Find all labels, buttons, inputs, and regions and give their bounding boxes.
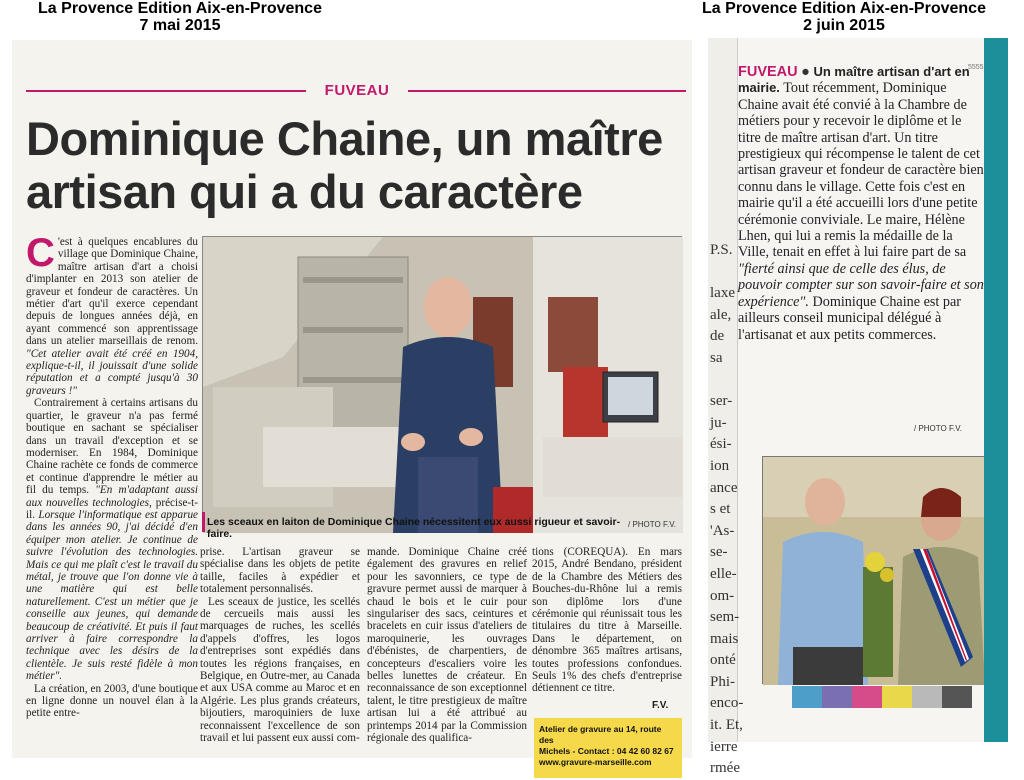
ceremony-photo-illustration [763, 457, 985, 685]
article-column-4 [532, 546, 682, 695]
workshop-photo [202, 236, 682, 532]
brief-article-body [738, 64, 984, 343]
workshop-photo-illustration [203, 237, 683, 533]
kicker-rule-right [408, 90, 686, 92]
info-address: Atelier de gravure au 14, route des [539, 724, 662, 745]
brief-lead: Un maître artisan d'art en mairie. [738, 64, 970, 96]
brief-photo-credit: / PHOTO F.V. [914, 424, 963, 433]
brief-text: Tout récemment, Dominique Chaine avait été convié à la Chambre de métiers pour y recevoir le diplôme et le titre de maître artisan d'art. Un titre prestigieux qui récompense le talent de cet artisan graveur et fondeur de caractère bien connu dans le village. Cette fois c'est en mairie qu'il a été accueilli lors d'une petite cérémonie conviviale. Le maire, Hélène Lhen, qui lui a remis la médaille de la Ville, tenait en effet à lui faire part de sa [738, 80, 984, 261]
article-headline: Dominique Chaine, un maître artisan qui a du caractère [26, 112, 663, 218]
column-2-paragraph-2: Les sceaux de justice, les scellés de cercueils mais aussi les marquages de ruches, les scellés d'appels d'offres, les logos d'entreprises sont expédiés dans toutes les régions françaises, en Belgique, en Outre-mer, au Canada et aux USA comme au Maroc et en Algérie. Les plus grands créateurs, bijoutiers, maroquiniers de luxe reconnaissent l'excellence de son travail et lui passent eux aussi com- [200, 595, 360, 745]
left-clipping-header [0, 0, 360, 34]
right-clipping [708, 38, 1008, 777]
info-contact: Michels - Contact : 04 42 60 82 67 [539, 746, 674, 756]
kicker-rule-left [26, 90, 306, 92]
caption-accent-bar [202, 512, 205, 532]
paragraph-2: Contrairement à certains artisans du quartier, le graveur n'a pas fermé boutique en sachant se spécialiser dans un travail d'exception et se moderniser. En 1984, Dominique Chaine rachète ce fonds de commerce et continue d'apprendre le métier au fil du temps. [26, 397, 198, 497]
column-2-paragraph-1: prise. L'artisan graveur se spécialise dans les objets de petite taille, faciles à expédier et totalement personnalisés. [200, 546, 360, 596]
left-clipping [12, 40, 692, 767]
quote-2a: "En m'adaptant aussi aux nouvelles technologies, [26, 484, 198, 509]
paragraph-1: 'est à quelques encablures du village que Dominique Chaine, maître artisan d'art a choisi d'implanter en 2013 son atelier de graveur et fondeur de caractères. Un métier d'art qu'il exerce cependant depuis de longues années déjà, en ayant commencé son apprentissage dans un atelier marseillais de renom. [26, 236, 198, 348]
page-edge-strip [984, 38, 1008, 742]
info-website: www.gravure-marseille.com [539, 757, 652, 767]
adjacent-article-text: P.S. laxe ale, de sa ser- ju- ési- ion ance s et 'As- se- elle- om- sem- mais onté Phi- enco- it. Et, ierre rmée [710, 242, 744, 777]
print-color-bar [792, 686, 972, 708]
article-column-1 [26, 231, 198, 720]
drop-cap: C [26, 231, 55, 275]
right-publication-date: 2 juin 2015 [803, 17, 885, 34]
photo-caption: Les sceaux en laiton de Dominique Chaine nécessitent eux aussi rigueur et savoir-faire. [207, 516, 621, 540]
article-column-3 [367, 546, 527, 745]
quote-1: "Cet atelier avait été créé en 1904, explique-t-il, il jouissait d'une solide réputation et a compté jusqu'à 30 graveurs !" [26, 347, 198, 397]
article-column-2 [200, 546, 360, 745]
brief-text-end: Dominique Chaine est par ailleurs conseil municipal délégué à l'artisanat et aux petits commerces. [738, 293, 962, 343]
contact-info-box [534, 718, 682, 778]
left-publication-date: 7 mai 2015 [139, 17, 221, 34]
quote-2b: Lorsque l'informatique est apparue dans les années 90, j'ai décidé d'en équiper mon atelier. Je continue de suivre l'évolution des technologies. Mais ce qui me plaît c'est le travail du métal, je trouve que l'on donne vie à une matière qui est belle naturellement. C'est un métier que je conseille aux jeunes, qui demande beaucoup de créativité. Et puis il faut arriver à faire correspondre la technique avec les désirs de la clientèle. Je suis resté fidèle à mon métier". [26, 508, 198, 683]
brief-kicker: FUVEAU [738, 64, 798, 80]
right-publication-title: La Provence Edition Aix-en-Provence [702, 0, 986, 17]
brief-quote: "fierté ainsi que de celle des élus, de pouvoir compter sur son savoir-faire et son expérience". [738, 260, 984, 310]
left-publication-title: La Provence Edition Aix-en-Provence [38, 0, 322, 17]
column-4-paragraph: tions (COREQUA). En mars 2015, André Bendano, président de la Chambre des Métiers des Bouches-du-Rhône lui a remis son diplôme lors d'une cérémonie qui réunissait tous les titulaires du titre à Marseille. Dans le département, on dénombre 365 maîtres artisans, toutes professions confondues. Seuls 1% des chefs d'entreprise détiennent ce titre. [532, 546, 682, 695]
paragraph-3: La création, en 2003, d'une boutique en ligne donne un nouvel élan à la petite entre- [26, 682, 198, 720]
ceremony-photo [762, 456, 984, 684]
photo-credit: / PHOTO F.V. [628, 520, 677, 529]
column-3-paragraph: mande. Dominique Chaine créé également des gravures en relief pour les savonniers, ce type de gravure permet aussi de marquer à chaud le bois et le cuir pour singulariser des sacs, ceintures et bracelets en cuir issus d'ateliers de maroquinerie, les ouvrages d'ébénistes, de charpentiers, de concepteurs d'escaliers voire les belles lunettes de créateur. En reconnaissance de son exceptionnel talent, le titre prestigieux de maître artisan lui a été attribué au printemps 2014 par la Commission régionale des qualifica- [367, 546, 527, 745]
quote-attribution: précise-t-il. [26, 496, 198, 521]
kicker-bullet-icon: ● [801, 64, 810, 80]
author-signature: F.V. [652, 700, 669, 711]
right-clipping-header [664, 0, 1024, 34]
adjacent-article-fragment [708, 38, 744, 777]
article-kicker: FUVEAU [324, 82, 390, 99]
page-marker: 5555 [968, 64, 984, 71]
